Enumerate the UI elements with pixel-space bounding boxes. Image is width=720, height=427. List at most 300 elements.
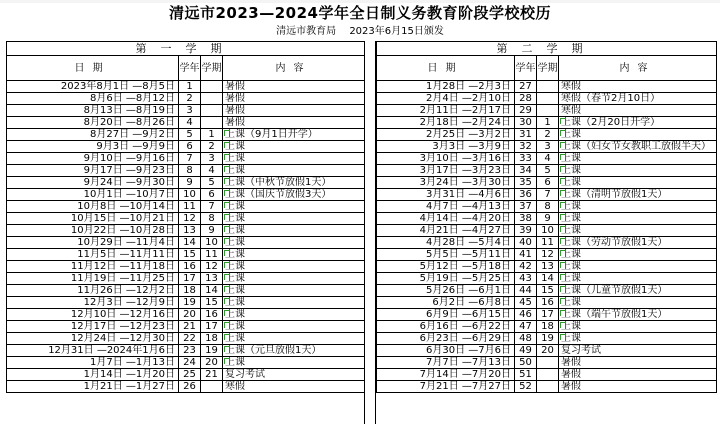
school-week-number: 37	[515, 201, 537, 213]
week-date-range: 12月24日 —12月30日	[7, 333, 179, 345]
week-content: 上课（端午节放假1天）	[559, 309, 717, 321]
school-week-header: 学年	[179, 56, 201, 81]
term-week-number: 17	[201, 321, 223, 333]
week-date-range: 4月14日 —4月20日	[377, 213, 515, 225]
week-content: 上课	[559, 225, 717, 237]
table-row	[7, 93, 365, 105]
school-week-number: 26	[179, 381, 201, 393]
school-week-number: 36	[515, 189, 537, 201]
school-week-number: 49	[515, 345, 537, 357]
week-date-range: 11月12日 —11月18日	[7, 261, 179, 273]
term-week-number: 11	[537, 237, 559, 249]
cell-marker-icon	[560, 142, 566, 148]
term-week-header: 学期	[201, 56, 223, 81]
school-week-number: 50	[515, 357, 537, 369]
week-date-range: 10月22日 —10月28日	[7, 225, 179, 237]
week-content: 上课	[223, 285, 365, 297]
week-date-range: 3月31日 —4月6日	[377, 189, 515, 201]
week-date-range: 8月27日 —9月2日	[7, 129, 179, 141]
cell-marker-icon	[224, 202, 230, 208]
term-week-number: 2	[201, 141, 223, 153]
cell-marker-icon	[224, 262, 230, 268]
week-date-range: 4月28日 —5月4日	[377, 237, 515, 249]
cell-marker-icon	[224, 346, 230, 352]
term-week-number: 19	[201, 345, 223, 357]
school-week-number: 34	[515, 165, 537, 177]
week-date-range: 6月2日 —6月8日	[377, 297, 515, 309]
week-date-range: 2月18日 —2月24日	[377, 117, 515, 129]
week-date-range: 8月6日 —8月12日	[7, 93, 179, 105]
week-date-range: 5月26日 —6月1日	[377, 285, 515, 297]
term-week-number	[201, 381, 223, 393]
week-content: 上课	[223, 249, 365, 261]
week-date-range: 1月7日 —1月13日	[7, 357, 179, 369]
term-week-number: 15	[537, 285, 559, 297]
term-week-number	[537, 93, 559, 105]
week-date-range: 12月10日 —12月16日	[7, 309, 179, 321]
cell-marker-icon	[560, 310, 566, 316]
week-content: 上课（清明节放假1天）	[559, 189, 717, 201]
school-week-number: 14	[179, 237, 201, 249]
table-row	[7, 213, 365, 225]
cell-marker-icon	[560, 274, 566, 280]
week-content: 上课	[559, 177, 717, 189]
week-content: 上课	[559, 321, 717, 333]
semester-1-heading: 第一学期	[7, 42, 365, 56]
cell-marker-icon	[224, 358, 230, 364]
table-row	[7, 321, 365, 333]
school-week-number: 29	[515, 105, 537, 117]
week-content: 上课（国庆节放假3天）	[223, 189, 365, 201]
term-week-number: 20	[201, 357, 223, 369]
term-week-number: 8	[537, 201, 559, 213]
term-week-number	[537, 381, 559, 393]
week-content: 暑假	[223, 117, 365, 129]
week-content: 寒假（春节2月10日）	[559, 93, 717, 105]
week-content: 上课	[223, 225, 365, 237]
week-date-range: 8月20日 —8月26日	[7, 117, 179, 129]
cell-marker-icon	[560, 178, 566, 184]
term-week-number: 4	[201, 165, 223, 177]
table-row	[7, 201, 365, 213]
week-content: 暑假	[559, 369, 717, 381]
school-week-number: 15	[179, 249, 201, 261]
week-date-range: 1月14日 —1月20日	[7, 369, 179, 381]
school-week-number: 7	[179, 153, 201, 165]
table-row	[7, 165, 365, 177]
week-content: 上课	[223, 201, 365, 213]
week-content: 上课	[223, 357, 365, 369]
table-row	[377, 189, 717, 201]
term-week-number: 5	[201, 177, 223, 189]
term-week-number: 12	[537, 249, 559, 261]
cell-marker-icon	[224, 322, 230, 328]
week-content: 上课	[559, 249, 717, 261]
week-date-range: 2月25日 —3月2日	[377, 129, 515, 141]
table-row	[7, 117, 365, 129]
term-week-number: 11	[201, 249, 223, 261]
table-row	[7, 177, 365, 189]
week-date-range: 6月16日 —6月22日	[377, 321, 515, 333]
school-week-number: 22	[179, 333, 201, 345]
table-row	[377, 381, 717, 393]
week-content: 上课	[559, 201, 717, 213]
week-date-range: 3月24日 —3月30日	[377, 177, 515, 189]
term-week-number: 6	[201, 189, 223, 201]
issue-date: 2023年6月15日颁发	[349, 26, 444, 37]
cell-marker-icon	[224, 226, 230, 232]
week-date-range: 2023年8月1日 —8月5日	[7, 81, 179, 93]
term-week-number: 13	[537, 261, 559, 273]
week-content: 上课	[223, 321, 365, 333]
school-week-number: 19	[179, 297, 201, 309]
week-content: 上课	[559, 213, 717, 225]
cell-marker-icon	[560, 226, 566, 232]
table-row	[377, 345, 717, 357]
school-week-number: 5	[179, 129, 201, 141]
term-week-number: 1	[537, 117, 559, 129]
table-row	[7, 381, 365, 393]
week-date-range: 5月19日 —5月25日	[377, 273, 515, 285]
content-header: 内容	[559, 56, 717, 81]
week-content: 上课（中秋节放假1天）	[223, 177, 365, 189]
cell-marker-icon	[560, 286, 566, 292]
table-row	[7, 237, 365, 249]
table-row	[377, 213, 717, 225]
week-content: 上课	[559, 261, 717, 273]
table-row	[7, 309, 365, 321]
term-week-number	[201, 81, 223, 93]
week-date-range: 6月9日 —6月15日	[377, 309, 515, 321]
week-date-range: 7月14日 —7月20日	[377, 369, 515, 381]
week-content: 上课	[559, 165, 717, 177]
week-content: 上课	[223, 165, 365, 177]
week-content: 上课（儿童节放假1天）	[559, 285, 717, 297]
week-content: 上课	[223, 333, 365, 345]
term-week-number: 18	[201, 333, 223, 345]
cell-marker-icon	[224, 166, 230, 172]
week-content: 暑假	[223, 81, 365, 93]
date-header: 日期	[7, 56, 179, 81]
table-row	[377, 117, 717, 129]
week-content: 上课	[223, 273, 365, 285]
school-week-number: 33	[515, 153, 537, 165]
school-week-number: 20	[179, 309, 201, 321]
table-row	[377, 177, 717, 189]
school-week-number: 2	[179, 93, 201, 105]
term-week-number: 10	[201, 237, 223, 249]
table-row	[377, 309, 717, 321]
week-content: 上课	[223, 141, 365, 153]
table-row	[7, 261, 365, 273]
table-row	[7, 105, 365, 117]
week-date-range: 5月12日 —5月18日	[377, 261, 515, 273]
school-week-number: 31	[515, 129, 537, 141]
table-row	[7, 357, 365, 369]
week-content: 复习考试	[223, 369, 365, 381]
week-date-range: 5月5日 —5月11日	[377, 249, 515, 261]
week-content: 上课	[559, 333, 717, 345]
school-week-number: 30	[515, 117, 537, 129]
table-row	[7, 225, 365, 237]
week-date-range: 2月4日 —2月10日	[377, 93, 515, 105]
cell-marker-icon	[560, 334, 566, 340]
term-week-number: 7	[201, 201, 223, 213]
table-row	[377, 225, 717, 237]
table-row	[377, 285, 717, 297]
school-week-number: 10	[179, 189, 201, 201]
table-row	[7, 189, 365, 201]
term-week-number	[201, 93, 223, 105]
school-week-number: 27	[515, 81, 537, 93]
school-week-number: 40	[515, 237, 537, 249]
week-date-range: 12月17日 —12月23日	[7, 321, 179, 333]
week-content: 暑假	[223, 93, 365, 105]
term-week-number	[537, 81, 559, 93]
cell-marker-icon	[224, 190, 230, 196]
semester-2-heading: 第二学期	[377, 42, 717, 56]
school-week-number: 8	[179, 165, 201, 177]
table-row	[377, 333, 717, 345]
school-week-number: 13	[179, 225, 201, 237]
table-row	[7, 285, 365, 297]
table-row	[7, 141, 365, 153]
table-row	[377, 321, 717, 333]
school-week-number: 16	[179, 261, 201, 273]
term-week-number: 5	[537, 165, 559, 177]
week-date-range: 4月7日 —4月13日	[377, 201, 515, 213]
school-week-number: 51	[515, 369, 537, 381]
term-week-number: 3	[201, 153, 223, 165]
cell-marker-icon	[560, 190, 566, 196]
week-date-range: 11月26日 —12月2日	[7, 285, 179, 297]
term-week-number: 1	[201, 129, 223, 141]
school-week-number: 43	[515, 273, 537, 285]
week-date-range: 9月3日 —9月9日	[7, 141, 179, 153]
table-row	[7, 249, 365, 261]
week-date-range: 12月3日 —12月9日	[7, 297, 179, 309]
school-week-number: 11	[179, 201, 201, 213]
week-content: 暑假	[559, 357, 717, 369]
cell-marker-icon	[224, 310, 230, 316]
cell-marker-icon	[224, 238, 230, 244]
table-row	[377, 141, 717, 153]
cell-marker-icon	[224, 154, 230, 160]
school-week-number: 47	[515, 321, 537, 333]
table-row	[377, 201, 717, 213]
cell-marker-icon	[560, 322, 566, 328]
week-content: 上课（2月20日开学）	[559, 117, 717, 129]
semester-1-table	[6, 41, 365, 393]
cell-marker-icon	[224, 286, 230, 292]
term-week-number: 13	[201, 273, 223, 285]
school-week-number: 21	[179, 321, 201, 333]
cell-marker-icon	[560, 154, 566, 160]
school-week-number: 23	[179, 345, 201, 357]
week-content: 上课	[223, 261, 365, 273]
school-week-number: 41	[515, 249, 537, 261]
term-week-number: 9	[201, 225, 223, 237]
school-week-number: 35	[515, 177, 537, 189]
table-row	[7, 273, 365, 285]
table-row	[377, 105, 717, 117]
semester-1-body	[7, 42, 365, 393]
semester-2-body	[377, 42, 717, 393]
cell-marker-icon	[560, 214, 566, 220]
school-week-number: 32	[515, 141, 537, 153]
week-content: 上课	[223, 237, 365, 249]
cell-marker-icon	[560, 298, 566, 304]
table-row	[7, 345, 365, 357]
week-date-range: 1月28日 —2月3日	[377, 81, 515, 93]
week-content: 上课（妇女节女教职工放假半天）	[559, 141, 717, 153]
week-content: 上课	[559, 153, 717, 165]
school-week-number: 12	[179, 213, 201, 225]
cell-marker-icon	[560, 118, 566, 124]
week-content: 上课	[559, 273, 717, 285]
week-date-range: 3月17日 —3月23日	[377, 165, 515, 177]
term-week-number: 15	[201, 297, 223, 309]
cell-marker-icon	[224, 214, 230, 220]
term-week-header: 学期	[537, 56, 559, 81]
term-week-number: 3	[537, 141, 559, 153]
semester-2-table	[376, 41, 717, 393]
cell-marker-icon	[560, 202, 566, 208]
school-week-number: 44	[515, 285, 537, 297]
term-week-number: 4	[537, 153, 559, 165]
week-content: 上课（9月1日开学）	[223, 129, 365, 141]
school-week-number: 18	[179, 285, 201, 297]
term-week-number: 6	[537, 177, 559, 189]
table-row	[377, 261, 717, 273]
cell-marker-icon	[560, 250, 566, 256]
week-content: 上课	[223, 213, 365, 225]
school-week-number: 6	[179, 141, 201, 153]
school-week-number: 52	[515, 381, 537, 393]
week-date-range: 9月10日 —9月16日	[7, 153, 179, 165]
week-date-range: 11月19日 —11月25日	[7, 273, 179, 285]
table-row	[377, 153, 717, 165]
school-week-number: 17	[179, 273, 201, 285]
week-date-range: 3月10日 —3月16日	[377, 153, 515, 165]
cell-marker-icon	[224, 274, 230, 280]
term-week-number: 19	[537, 333, 559, 345]
table-row	[7, 129, 365, 141]
week-date-range: 8月13日 —8月19日	[7, 105, 179, 117]
week-content: 暑假	[223, 105, 365, 117]
cell-marker-icon	[560, 166, 566, 172]
week-content: 上课	[559, 297, 717, 309]
week-content: 寒假	[223, 381, 365, 393]
week-date-range: 6月30日 —7月6日	[377, 345, 515, 357]
table-row	[377, 237, 717, 249]
term-week-number: 8	[201, 213, 223, 225]
term-week-number: 21	[201, 369, 223, 381]
week-date-range: 10月15日 —10月21日	[7, 213, 179, 225]
term-week-number: 2	[537, 129, 559, 141]
week-date-range: 11月5日 —11月11日	[7, 249, 179, 261]
table-row	[7, 333, 365, 345]
table-row	[7, 369, 365, 381]
week-content: 上课（元旦放假1天）	[223, 345, 365, 357]
week-date-range: 7月21日 —7月27日	[377, 381, 515, 393]
cell-marker-icon	[560, 262, 566, 268]
week-content: 上课	[559, 129, 717, 141]
week-date-range: 6月23日 —6月29日	[377, 333, 515, 345]
table-row	[7, 153, 365, 165]
week-content: 上课	[223, 297, 365, 309]
week-date-range: 1月21日 —1月27日	[7, 381, 179, 393]
school-week-number: 39	[515, 225, 537, 237]
week-date-range: 9月24日 —9月30日	[7, 177, 179, 189]
week-date-range: 12月31日 —2024年1月6日	[7, 345, 179, 357]
cell-marker-icon	[224, 298, 230, 304]
table-row	[7, 297, 365, 309]
week-content: 复习考试	[559, 345, 717, 357]
content-header: 内容	[223, 56, 365, 81]
table-row	[7, 81, 365, 93]
term-week-number: 7	[537, 189, 559, 201]
week-date-range: 7月7日 —7月13日	[377, 357, 515, 369]
week-date-range: 10月1日 —10月7日	[7, 189, 179, 201]
term-week-number: 17	[537, 309, 559, 321]
term-week-number	[201, 117, 223, 129]
school-week-number: 42	[515, 261, 537, 273]
table-row	[377, 81, 717, 93]
subtitle	[0, 25, 720, 39]
week-content: 上课	[223, 153, 365, 165]
term-week-number: 14	[201, 285, 223, 297]
term-week-number	[537, 357, 559, 369]
school-week-number: 45	[515, 297, 537, 309]
table-row	[377, 165, 717, 177]
week-date-range: 4月21日 —4月27日	[377, 225, 515, 237]
term-week-number: 20	[537, 345, 559, 357]
date-header: 日期	[377, 56, 515, 81]
cell-marker-icon	[224, 334, 230, 340]
term-week-number: 12	[201, 261, 223, 273]
term-week-number: 16	[537, 297, 559, 309]
term-week-number: 9	[537, 213, 559, 225]
week-content: 上课（劳动节放假1天）	[559, 237, 717, 249]
school-week-number: 25	[179, 369, 201, 381]
school-week-number: 24	[179, 357, 201, 369]
table-row	[377, 129, 717, 141]
school-week-number: 1	[179, 81, 201, 93]
cell-marker-icon	[224, 130, 230, 136]
school-week-number: 3	[179, 105, 201, 117]
week-content: 寒假	[559, 81, 717, 93]
table-row	[377, 249, 717, 261]
week-content: 暑假	[559, 381, 717, 393]
school-week-number: 46	[515, 309, 537, 321]
week-date-range: 9月17日 —9月23日	[7, 165, 179, 177]
term-week-number: 10	[537, 225, 559, 237]
school-week-number: 48	[515, 333, 537, 345]
school-week-number: 28	[515, 93, 537, 105]
term-week-number: 18	[537, 321, 559, 333]
week-date-range: 3月3日 —3月9日	[377, 141, 515, 153]
cell-marker-icon	[224, 250, 230, 256]
week-date-range: 10月29日 —11月4日	[7, 237, 179, 249]
cell-marker-icon	[560, 238, 566, 244]
table-row	[377, 369, 717, 381]
school-week-number: 4	[179, 117, 201, 129]
table-row	[377, 297, 717, 309]
cell-marker-icon	[560, 130, 566, 136]
column-divider	[364, 41, 376, 424]
cell-marker-icon	[224, 178, 230, 184]
